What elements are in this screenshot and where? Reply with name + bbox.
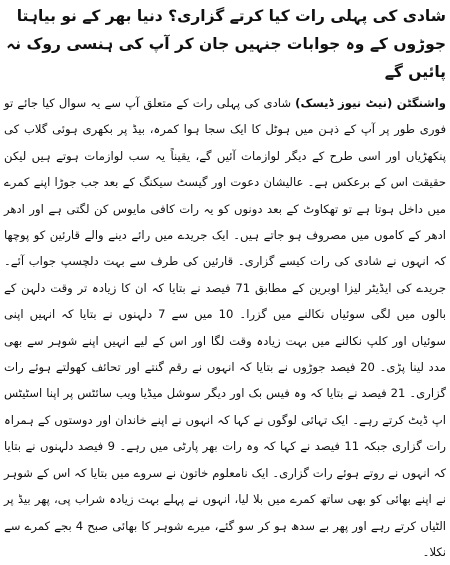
article-headline: شادی کی پہلی رات کیا کرتے گزاری؟ دنیا بھر کے نو بیاہتا جوڑوں کے وہ جوابات جنہیں جان کر آپ کی ہنسی روک نہ پائیں گے bbox=[6, 7, 446, 81]
dateline: واشنگٹن (نیٹ نیوز ڈیسک) bbox=[295, 96, 446, 110]
article-body-paragraph bbox=[4, 90, 446, 565]
article-body-text: شادی کی پہلی رات کے متعلق آپ سے یہ سوال کیا جائے تو فوری طور پر آپ کے ذہن میں ہوٹل کا ایک سجا ہوا کمرہ، بیڈ پر بکھری ہوئی گلاب کی پنکھڑیاں اور اسی طرح کے دیگر لوازمات آئیں گے، یقیناً یہ سب لوازمات ہوتے ہیں لیکن حقیقت اس کے برعکس ہے۔ عالیشان دعوت اور گیسٹ سیکنگ کے بعد جب جوڑا اپنے کمرے میں داخل ہوتا ہے تو تھکاوٹ کے بعد دونوں کو یہ رات کافی مایوس کن لگتی ہے اور ادھر ادھر کے کاموں میں مصروف ہو جاتے ہیں۔ ایک جریدے میں رائے دینے والے قارئین کو پوچھا کہ انہوں نے شادی کی رات کیسے گزاری۔ قارئین کی طرف سے بہت دلچسپ جواب آئے۔ جریدے کی ایڈیٹر لیزا اوبرین کے مطابق 71 فیصد نے بتایا کہ ان کا زیادہ تر وقت دلہن کے بالوں میں لگی سوئیاں نکالنے میں گزرا۔ 10 میں سے 7 دلہنوں نے بتایا کہ انہیں اپنی سوئیاں اور کلپ نکالنے میں بہت زیادہ وقت لگا اور اس کے لیے انہیں اپنے شوہر سے بھی مدد لینا پڑی۔ 20 فیصد جوڑوں نے بتایا کہ انہوں نے رقم گنتے اور تحائف کھولتے ہوئے رات گزاری۔ 21 فیصد نے بتایا کہ وہ فیس بک اور دیگر سوشل میڈیا ویب سائٹس پر اپنا اسٹیٹس اپ ڈیٹ کرتے رہے۔ ایک تہائی لوگوں نے کہا کہ انہوں نے اپنے خاندان اور دوستوں کے ہمراہ رات گزاری جبکہ 11 فیصد نے کہا کہ وہ رات بھر پارٹی میں رہے۔ 9 فیصد دلہنوں نے بتایا کہ انہوں نے روتے ہوئے رات گزاری۔ ایک نامعلوم خاتون نے سروے میں بتایا کہ اس کے شوہر نے اپنے بھائی کو بھی ساتھ کمرے میں بلا لیا، انہوں نے پہلے بہت زیادہ شراب پی، پھر بیڈ پر الٹیاں کرتے رہے اور پھر بے سدھ ہو کر سو گئے، میرے شوہر کا بھائی صبح 4 بجے کمرے سے نکلا۔ bbox=[4, 96, 446, 559]
